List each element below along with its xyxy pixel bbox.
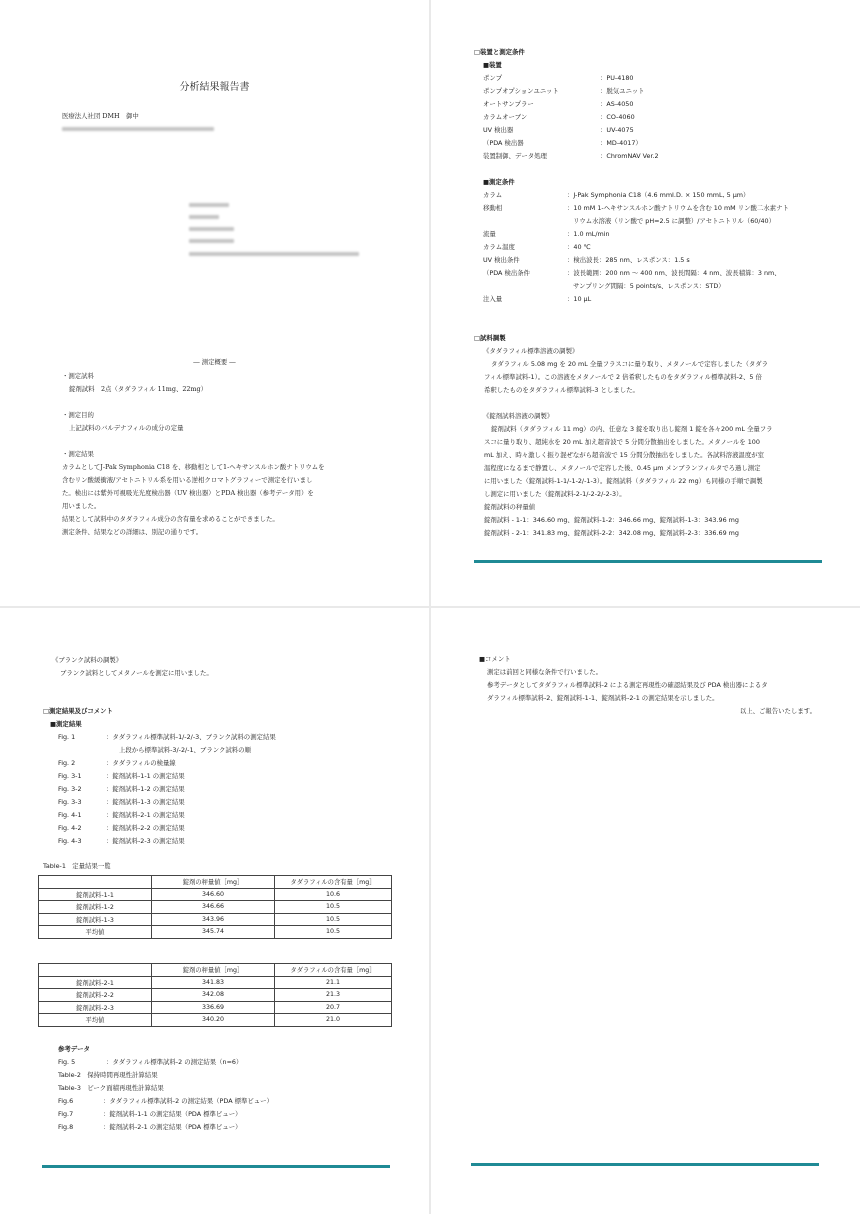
condition-label: カラム: [483, 191, 503, 199]
std-prep-heading: 《タダラフィル標準溶液の調製》: [483, 347, 579, 355]
condition-value: ：J-Pak Symphonia C18（4.6 mmI.D. × 150 mmL, 5 μm）: [567, 191, 750, 199]
equipment-section-heading: □装置と測定条件: [474, 48, 525, 56]
table-row: [39, 888, 392, 901]
equipment-value: ：PU-4180: [600, 74, 634, 82]
figure-desc: ：錠剤試料-1-1 の測定結果: [106, 772, 185, 780]
table-header-cell: 錠剤の秤量値［mg］: [152, 964, 275, 977]
tab-prep-line: 錠剤試料（タダラフィル 11 mg）の内、任意な 3 錠を取り出し錠剤 1 錠を各々200 mL 全量フラ: [491, 425, 773, 433]
redacted-contact: [189, 252, 359, 256]
page-footer-rule: [42, 1165, 390, 1168]
figure-desc: ：錠剤試料-2-2 の測定結果: [106, 824, 185, 832]
purpose-heading: ・測定目的: [62, 411, 94, 419]
purpose-text: 上記試料のバルデナフィルの成分の定量: [69, 424, 184, 432]
table-header-cell: タダラフィルの含有量［mg］: [275, 876, 392, 889]
table-cell: 錠剤試料-1-1: [39, 888, 152, 901]
closing-remark: 以上、ご報告いたします。: [739, 707, 816, 715]
table-cell: 345.74: [152, 926, 275, 939]
reference-label: Fig. 5: [58, 1058, 76, 1066]
figure-label: Fig. 3-3: [58, 798, 82, 806]
equipment-row: [483, 150, 659, 163]
table-row: [39, 913, 392, 926]
table-row: [39, 989, 392, 1002]
redacted-tel: [189, 227, 234, 231]
condition-value: リウム水溶液（リン酸で pH=2.5 に調整）/アセトニトリル（60/40）: [573, 217, 776, 225]
table-cell: 10.5: [275, 913, 392, 926]
equipment-row: [483, 85, 659, 98]
tab-prep-line: し測定に用いました（錠剤試料-2-1/-2-2/-2-3）。: [484, 490, 626, 498]
overview-heading: ― 測定概要 ―: [193, 358, 236, 366]
figure-row: [58, 835, 276, 848]
equipment-label: ポンプオプションユニット: [483, 87, 559, 95]
figure-label: Fig. 3-1: [58, 772, 82, 780]
equipment-value: ：脱気ユニット: [600, 87, 645, 95]
condition-value: ：10 μL: [567, 295, 592, 303]
condition-label: [483, 215, 573, 228]
result-line: カラムとしてJ-Pak Symphonia C18 を、移動相として1-ヘキサンスルホン酸ナトリウムを: [62, 463, 325, 471]
table-cell: 10.5: [275, 926, 392, 939]
equipment-value: ：ChromNAV Ver.2: [600, 152, 659, 160]
table-header-row: [39, 964, 392, 977]
page-2: [431, 0, 860, 606]
table-cell: 20.7: [275, 1001, 392, 1014]
condition-row: [483, 280, 789, 293]
result-paragraph: [62, 461, 325, 539]
figure-label: Fig. 2: [58, 759, 76, 767]
condition-value: ：1.0 mL/min: [567, 230, 610, 238]
page-3: [0, 608, 429, 1214]
equipment-heading: ■装置: [483, 61, 502, 69]
reference-desc: ：錠剤試料-2-1 の測定結果（PDA 標準ビュー）: [103, 1123, 242, 1131]
report-title: 分析結果報告書: [179, 82, 250, 93]
condition-row: [483, 215, 789, 228]
sample-text: 錠剤試料 2点（タダラフィル 11mg、22mg）: [69, 385, 208, 393]
result-line: 測定条件、結果などの詳細は、別記の通りです。: [62, 528, 203, 536]
table-cell: 21.0: [275, 1014, 392, 1027]
condition-value: ：40 ℃: [567, 243, 591, 251]
figure-row: [58, 783, 276, 796]
weigh-heading: 錠剤試料の秤量値: [484, 503, 536, 511]
condition-row: [483, 189, 789, 202]
equipment-value: ：CO-4060: [600, 113, 635, 121]
result-heading: ・測定結果: [62, 450, 94, 458]
table-cell: 343.96: [152, 913, 275, 926]
figure-row: [58, 770, 276, 783]
table-cell: 336.69: [152, 1001, 275, 1014]
reference-label: Table-3 ピーク面積再現性計算結果: [58, 1084, 164, 1092]
figure-desc: ：錠剤試料-1-2 の測定結果: [106, 785, 185, 793]
result-line: 含むリン酸緩衝液/アセトニトリル系を用いる逆相クロマトグラフィーで測定を行いまし: [62, 476, 313, 484]
comment-line: 測定は前回と同様な条件で行いました。: [487, 668, 603, 676]
table-cell: 340.20: [152, 1014, 275, 1027]
tab-prep-line: に用いました（錠剤試料-1-1/-1-2/-1-3）。錠剤試料（タダラフィル 22 mg）も同様の手順で調製: [484, 477, 763, 485]
table-cell: 錠剤試料-2-3: [39, 1001, 152, 1014]
table-header-cell: [39, 964, 152, 977]
table-row: [39, 976, 392, 989]
reference-row: [58, 1069, 273, 1082]
tab-prep-line: 温程度になるまで静置し、メタノールで定容した後、0.45 μm メンブランフィルタでろ過し測定: [484, 464, 761, 472]
table-cell: 錠剤試料-1-3: [39, 913, 152, 926]
figure-label: Fig. 4-1: [58, 811, 82, 819]
comment-paragraph: [487, 666, 768, 705]
table-caption: Table-1 定量結果一覧: [43, 862, 111, 870]
condition-value: サンプリング間隔：5 points/s、レスポンス：STD）: [573, 282, 725, 290]
results-table-1: [38, 875, 392, 939]
figure-list: [58, 731, 276, 848]
tab-prep-heading: 《錠剤試料溶液の調製》: [483, 412, 554, 420]
table-cell: 342.08: [152, 989, 275, 1002]
table-cell: 10.6: [275, 888, 392, 901]
reference-label: Fig.6: [58, 1097, 74, 1105]
comment-heading: ■コメント: [479, 655, 511, 663]
table-cell: 錠剤試料-2-1: [39, 976, 152, 989]
reference-desc: ：タダラフィル標準試料-2 の測定結果（PDA 標準ビュー）: [103, 1097, 273, 1105]
reference-label: Fig.7: [58, 1110, 74, 1118]
figure-label: Fig. 4-2: [58, 824, 82, 832]
equipment-label: ポンプ: [483, 74, 503, 82]
reference-row: [58, 1121, 273, 1134]
condition-value: ：検出波長：285 nm、レスポンス：1.5 s: [567, 256, 690, 264]
conditions-list: [483, 189, 789, 306]
figure-desc: ：錠剤試料-1-3 の測定結果: [106, 798, 185, 806]
condition-label: カラム温度: [483, 243, 515, 251]
table-cell: 平均値: [39, 926, 152, 939]
condition-label: 注入量: [483, 295, 503, 303]
equipment-label: オートサンプラー: [483, 100, 534, 108]
equipment-label: 装置制御、データ処理: [483, 152, 547, 160]
figure-label: Fig. 1: [58, 733, 76, 741]
reference-row: [58, 1056, 273, 1069]
reference-row: [58, 1108, 273, 1121]
prep-heading: □試料調製: [474, 334, 506, 342]
results-subheading: ■測定結果: [50, 720, 82, 728]
std-prep-line: 希釈したものをタダラフィル標準試料-3 としました。: [484, 386, 639, 394]
figure-label: Fig. 4-3: [58, 837, 82, 845]
table-header-cell: [39, 876, 152, 889]
table-row: [39, 901, 392, 914]
reference-desc: ：錠剤試料-1-1 の測定結果（PDA 標準ビュー）: [103, 1110, 242, 1118]
results-table-2: [38, 963, 392, 1027]
condition-value: ：波長範囲：200 nm ～ 400 nm、波長間隔：4 nm、波長積算：3 nm、: [567, 269, 781, 277]
figure-row: [58, 822, 276, 835]
weigh-line: 錠剤試料 - 2-1：341.83 mg、錠剤試料-2-2：342.08 mg、錠剤試料-2-3：336.69 mg: [484, 529, 739, 537]
figure-row: [58, 809, 276, 822]
condition-label: 流量: [483, 230, 496, 238]
redacted-company: [189, 215, 219, 219]
equipment-label: （PDA 検出器: [483, 139, 524, 147]
result-line: 用いました。: [62, 502, 101, 510]
condition-label: （PDA 検出条件: [483, 269, 531, 277]
equipment-list: [483, 72, 659, 163]
figure-row: [58, 731, 276, 744]
figure-row: [58, 757, 276, 770]
figure-desc: ：錠剤試料-2-3 の測定結果: [106, 837, 185, 845]
figure-label: [58, 744, 119, 757]
figure-desc: 上段から標準試料-3/-2/-1、ブランク試料の順: [119, 746, 251, 754]
table-cell: 341.83: [152, 976, 275, 989]
sample-heading: ・測定試料: [62, 372, 94, 380]
table-cell: 平均値: [39, 1014, 152, 1027]
condition-row: [483, 241, 789, 254]
equipment-row: [483, 137, 659, 150]
weigh-line: 錠剤試料 - 1-1：346.60 mg、錠剤試料-1-2：346.66 mg、錠剤試料-1-3：343.96 mg: [484, 516, 739, 524]
blank-prep-heading: 《ブランク試料の調製》: [52, 656, 123, 664]
table-row: [39, 926, 392, 939]
table-cell: 21.1: [275, 976, 392, 989]
table-row: [39, 1001, 392, 1014]
reference-list: [58, 1056, 273, 1134]
results-heading: □測定結果及びコメント: [43, 707, 113, 715]
table-cell: 錠剤試料-1-2: [39, 901, 152, 914]
page-footer-rule: [471, 1163, 819, 1166]
condition-value: ：10 mM 1-ヘキサンスルホン酸ナトリウムを含む 10 mM リン酸二水素ナト: [567, 204, 789, 212]
equipment-label: UV 検出器: [483, 126, 514, 134]
table-header-row: [39, 876, 392, 889]
condition-row: [483, 267, 789, 280]
figure-row: [58, 796, 276, 809]
figure-label: Fig. 3-2: [58, 785, 82, 793]
table-cell: 346.60: [152, 888, 275, 901]
tab-prep-line: スコに量り取り、超純水を 20 mL 加え超音波で 5 分間分散抽出をしました。メタノールを 100: [484, 438, 760, 446]
std-prep-paragraph: [484, 358, 769, 397]
page-footer-rule: [474, 560, 822, 563]
figure-row: [58, 744, 276, 757]
condition-row: [483, 228, 789, 241]
condition-label: UV 検出条件: [483, 256, 520, 264]
condition-row: [483, 293, 789, 306]
equipment-row: [483, 98, 659, 111]
table-row: [39, 1014, 392, 1027]
reference-desc: ：タダラフィル標準試料-2 の測定結果（n=6）: [106, 1058, 243, 1066]
condition-row: [483, 254, 789, 267]
page-1: [0, 0, 429, 606]
redacted-address: [62, 127, 214, 131]
redacted-fax: [189, 239, 234, 243]
table-cell: 346.66: [152, 901, 275, 914]
equipment-value: ：UV-4075: [600, 126, 634, 134]
recipient: 医療法人社団 DMH 御中: [62, 112, 139, 120]
table-header-cell: タダラフィルの含有量［mg］: [275, 964, 392, 977]
equipment-label: カラムオーブン: [483, 113, 528, 121]
table-cell: 21.3: [275, 989, 392, 1002]
conditions-heading: ■測定条件: [483, 178, 515, 186]
comment-line: 参考データとしてタダラフィル標準試料-2 による測定再現性の確認結果及び PDA 検出器によるタ: [487, 681, 768, 689]
reference-label: Table-2 保持時間再現性計算結果: [58, 1071, 158, 1079]
result-line: 結果として試料中のタダラフィル成分の含有量を求めることができました。: [62, 515, 279, 523]
equipment-value: ：AS-4050: [600, 100, 634, 108]
reference-row: [58, 1095, 273, 1108]
figure-desc: ：タダラフィル標準試料-1/-2/-3、ブランク試料の測定結果: [106, 733, 276, 741]
blank-prep-text: ブランク試料としてメタノールを測定に用いました。: [60, 669, 213, 677]
figure-desc: ：タダラフィルの検量線: [106, 759, 176, 767]
condition-label: [483, 280, 573, 293]
table-cell: 10.5: [275, 901, 392, 914]
equipment-row: [483, 111, 659, 124]
tab-prep-paragraph: [484, 423, 773, 540]
equipment-row: [483, 72, 659, 85]
figure-desc: ：錠剤試料-2-1 の測定結果: [106, 811, 185, 819]
reference-heading: 参考データ: [58, 1045, 90, 1053]
tab-prep-line: mL 加え、時々激しく振り混ぜながら超音波で 15 分間分散抽出をしました。各試料溶液温度が室: [484, 451, 765, 459]
std-prep-line: タダラフィル 5.08 mg を 20 mL 全量フラスコに量り取り、メタノールで定容しました（タダラ: [491, 360, 769, 368]
table-cell: 錠剤試料-2-2: [39, 989, 152, 1002]
condition-row: [483, 202, 789, 215]
equipment-value: ：MD-4017）: [600, 139, 642, 147]
result-line: た。検出には紫外可視吸光光度検出器（UV 検出器）とPDA 検出器（参考データ用）を: [62, 489, 314, 497]
condition-label: 移動相: [483, 204, 503, 212]
reference-row: [58, 1082, 273, 1095]
equipment-row: [483, 124, 659, 137]
comment-line: ダラフィル標準試料-2、錠剤試料-1-1、錠剤試料-2-1 の測定結果を示しました。: [487, 694, 719, 702]
page-4: [431, 608, 860, 1214]
table-header-cell: 錠剤の秤量値［mg］: [152, 876, 275, 889]
reference-label: Fig.8: [58, 1123, 74, 1131]
std-prep-line: フィル標準試料-1）。この溶液をメタノールで 2 倍希釈したものをタダラフィル標準試料-2、5 倍: [484, 373, 762, 381]
redacted-date: [189, 203, 229, 207]
